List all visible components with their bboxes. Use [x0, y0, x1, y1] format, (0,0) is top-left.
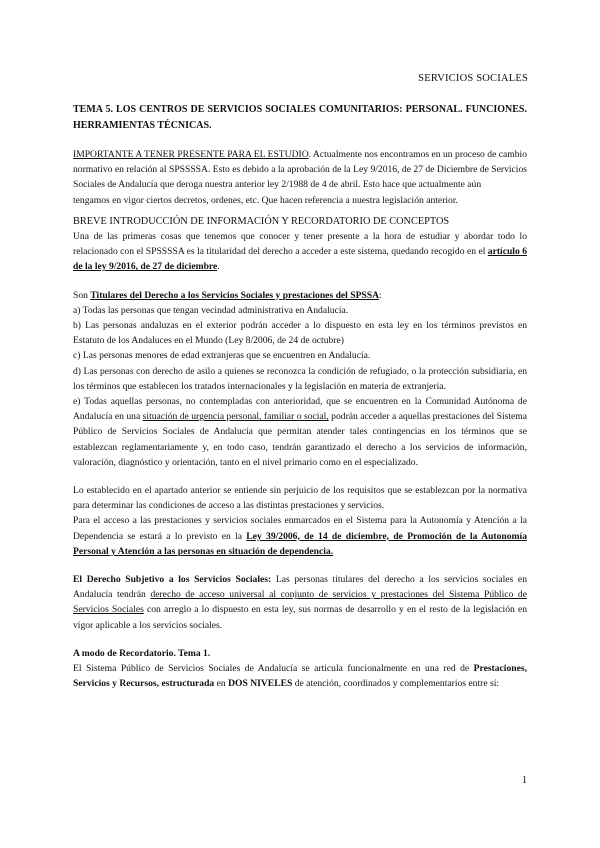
dependencia-paragraph — [73, 513, 527, 559]
titulares-item-b: b) Las personas andaluzas en el exterior podrán acceder a lo dispuesto en esta ley en los términos previstos en Estatuto de los Andaluces en el Mundo (Ley 8/2006, de 24 de octubre) — [73, 320, 527, 347]
dependencia-law: Ley 39/2006, de 14 de diciembre, de Promoción de la Autonomía Personal y Atención a las personas en situación de dependencia. — [73, 530, 527, 557]
recordatorio-paragraph — [73, 661, 527, 691]
titulares-heading: Titulares del Derecho a los Servicios Sociales y prestaciones del SPSSA — [90, 289, 380, 301]
recordatorio-text: El Sistema Público de Servicios Sociales de Andalucía se articula funcionalmente en una red de — [73, 663, 474, 675]
intro-heading: BREVE INTRODUCCIÓN DE INFORMACIÓN Y RECORDATORIO DE CONCEPTOS — [73, 215, 450, 227]
page-number: 1 — [522, 775, 527, 786]
titulares-item-e — [73, 394, 527, 470]
derecho-text: Las personas titulares del derecho a los servicios sociales en Andalucía tendrán — [73, 574, 527, 601]
derecho-underline: derecho de acceso universal al conjunto de servicios y prestaciones del Sistema Público de Servicios Sociales — [73, 589, 527, 616]
titulares-suffix: : — [379, 289, 382, 301]
page-header: SERVICIOS SOCIALES — [418, 73, 528, 84]
derecho-text-end: con arreglo a lo dispuesto en esta ley, sus normas de desarrollo y en el resto de la legislación en vigor aplicable a los servicios sociales. — [73, 604, 528, 631]
recordatorio-bold-2: DOS NIVELES — [228, 678, 293, 690]
important-paragraph — [73, 147, 527, 193]
important-label: IMPORTANTE A TENER PRESENTE PARA EL ESTUDIO — [73, 149, 309, 160]
intro-text-end: . — [217, 261, 220, 273]
dependencia-text: Para el acceso a las prestaciones y servicios sociales enmarcados en el Sistema para la Autonomía y Atención a la Dependencia se estará a lo previsto en la — [73, 515, 527, 542]
titulares-e-text-end: podrán acceder a aquellas prestaciones del Sistema Público de Servicios Sociales de Andalucía que permitan atender tales contingencias en los términos que se establezcan reglamentariamente y, en todo caso, tendrán garantizado el derecho a los servicios de información, valoración, diagnóstico y orientación, tanto en el nivel primario como en el especializado. — [73, 411, 527, 468]
document-title: TEMA 5. LOS CENTROS DE SERVICIOS SOCIALES COMUNITARIOS: PERSONAL. FUNCIONES. HERRAMIENTAS TÉCNICAS. — [73, 104, 527, 131]
titulares-item-c: c) Las personas menores de edad extranjeras que se encuentren en Andalucía. — [73, 350, 371, 362]
titulares-heading-line — [73, 288, 527, 303]
derecho-paragraph — [73, 572, 527, 633]
important-text: . Actualmente nos encontramos en un proceso de cambio normativo en relación al SPSSSSA. Esto es debido a la aprobación de la Ley 9/2016, de 27 de Diciembre de Servicios Sociales de Andalucía que deroga nuestra anterior ley 2/1988 de 4 de abril. Esto hace que actualmente aún — [73, 149, 527, 191]
recordatorio-text-mid: en — [214, 678, 229, 690]
intro-text: Una de las primeras cosas que tenemos que conocer y tener presente a la hora de estudiar y abordar todo lo relacionado con el SPSSSSA es la titularidad del derecho a acceder a este sistema, quedando recogido en el — [73, 231, 527, 258]
titulares-prefix: Son — [73, 289, 91, 301]
intro-paragraph — [73, 229, 527, 275]
derecho-heading: El Derecho Subjetivo a los Servicios Sociales: — [73, 574, 272, 586]
document-body — [73, 102, 527, 692]
important-paragraph-cont: tengamos en vigor ciertos decretos, ordenes, etc. Que hacen referencia a nuestra legislación anterior. — [73, 194, 458, 206]
recordatorio-bold-1: Prestaciones, Servicios y Recursos, estructurada — [73, 663, 527, 690]
recordatorio-text-end: de atención, coordinados y complementarios entre sí: — [292, 678, 500, 690]
intro-article: artículo 6 de la ley 9/2016, de 27 de diciembre — [73, 246, 527, 273]
recordatorio-heading: A modo de Recordatorio. Tema 1. — [73, 647, 211, 659]
titulares-e-text: e) Todas aquellas personas, no contempladas con anterioridad, que se encuentren en la Comunidad Autónoma de Andalucía en una — [73, 396, 527, 423]
titulares-item-d: d) Las personas con derecho de asilo a quienes se reconozca la condición de refugiado, o la protección subsidiaria, en los términos que establecen los tratados internacionales y la legislación en materia de extranjería. — [73, 365, 527, 392]
established-paragraph: Lo establecido en el apartado anterior se entiende sin perjuicio de los requisitos que se establezcan por la normativa para determinar las condiciones de acceso a las distintas prestaciones y servicios. — [73, 485, 527, 512]
titulares-e-underline: situación de urgencia personal, familiar o social, — [142, 411, 329, 423]
titulares-item-a: a) Todas las personas que tengan vecindad administrativa en Andalucía. — [73, 304, 349, 316]
